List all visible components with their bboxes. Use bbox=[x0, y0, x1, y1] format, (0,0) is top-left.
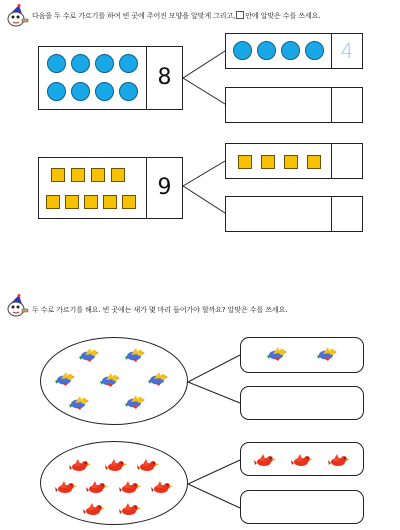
mascot-icon bbox=[4, 4, 30, 32]
square-shape bbox=[46, 195, 60, 209]
red-bird-icon bbox=[105, 457, 127, 477]
red-bird-icon bbox=[151, 479, 173, 499]
square-shape bbox=[284, 155, 298, 169]
bird-group-oval-1 bbox=[40, 337, 188, 425]
red-bird-icon bbox=[86, 479, 108, 499]
circle-shape bbox=[119, 54, 138, 73]
circle-shape bbox=[233, 41, 252, 60]
problem-2-part-bottom bbox=[225, 196, 363, 232]
problem-2-total-box bbox=[38, 157, 183, 219]
circle-shape bbox=[71, 82, 90, 101]
square-shape bbox=[84, 195, 98, 209]
red-bird-icon bbox=[328, 452, 350, 472]
circle-shape bbox=[305, 41, 324, 60]
bird-icon bbox=[77, 347, 99, 367]
circle-shape bbox=[47, 54, 66, 73]
red-bird-icon bbox=[291, 452, 313, 472]
answer-number: 4 bbox=[340, 39, 354, 63]
bird-icon bbox=[315, 346, 337, 366]
red-bird-icon bbox=[69, 457, 91, 477]
square-shape bbox=[238, 155, 252, 169]
square-shape bbox=[91, 168, 105, 182]
bird-part-box-3 bbox=[240, 442, 364, 476]
red-bird-icon bbox=[55, 479, 77, 499]
red-bird-icon bbox=[119, 479, 141, 499]
instruction-1-text: 다음을 두 수로 가르기를 하여 빈 곳에 주어진 모양을 알맞게 그리고, bbox=[32, 12, 236, 20]
bird-icon bbox=[123, 347, 145, 367]
red-bird-icon bbox=[83, 501, 105, 521]
bird-icon bbox=[146, 371, 168, 391]
problem-1-total-box bbox=[38, 46, 183, 110]
square-shape bbox=[103, 195, 117, 209]
instruction-1-end: 안에 알맞은 수를 쓰세요. bbox=[245, 12, 321, 20]
bird-icon bbox=[53, 371, 75, 391]
total-number: 9 bbox=[157, 175, 172, 200]
circle-shape bbox=[119, 82, 138, 101]
problem-1-part-bottom bbox=[225, 87, 363, 123]
bird-icon bbox=[265, 346, 287, 366]
mascot-icon bbox=[4, 294, 30, 322]
bird-part-box-1 bbox=[240, 337, 364, 373]
circle-shape bbox=[47, 82, 66, 101]
problem-1-part-top bbox=[225, 33, 363, 69]
square-group-9 bbox=[39, 158, 146, 218]
square-shape bbox=[51, 168, 65, 182]
square-shape bbox=[65, 195, 79, 209]
square-shape bbox=[261, 155, 275, 169]
bird-icon bbox=[67, 395, 89, 415]
circle-group-8 bbox=[39, 47, 146, 109]
circle-shape bbox=[71, 54, 90, 73]
red-bird-icon bbox=[137, 457, 159, 477]
red-bird-icon bbox=[119, 501, 141, 521]
circle-shape bbox=[95, 82, 114, 101]
problem-2-part-top bbox=[225, 143, 363, 179]
bird-group-oval-2 bbox=[40, 441, 188, 525]
bird-part-box-4 bbox=[240, 490, 364, 524]
instruction-1 bbox=[32, 11, 320, 21]
square-shape bbox=[111, 168, 125, 182]
red-bird-icon bbox=[254, 452, 276, 472]
bird-icon bbox=[98, 372, 120, 392]
bird-icon bbox=[123, 394, 145, 414]
bird-part-box-2 bbox=[240, 386, 364, 420]
square-shape bbox=[71, 168, 85, 182]
instruction-2: 두 수로 가르기를 해요. 빈 곳에는 새가 몇 마리 들어가야 할까요? 알맞은 수를 쓰세요. bbox=[32, 306, 288, 314]
circle-shape bbox=[281, 41, 300, 60]
square-shape bbox=[307, 155, 321, 169]
total-number: 8 bbox=[157, 65, 172, 90]
circle-shape bbox=[257, 41, 276, 60]
square-shape bbox=[122, 195, 136, 209]
circle-shape bbox=[95, 54, 114, 73]
blank-box-icon bbox=[236, 11, 244, 19]
